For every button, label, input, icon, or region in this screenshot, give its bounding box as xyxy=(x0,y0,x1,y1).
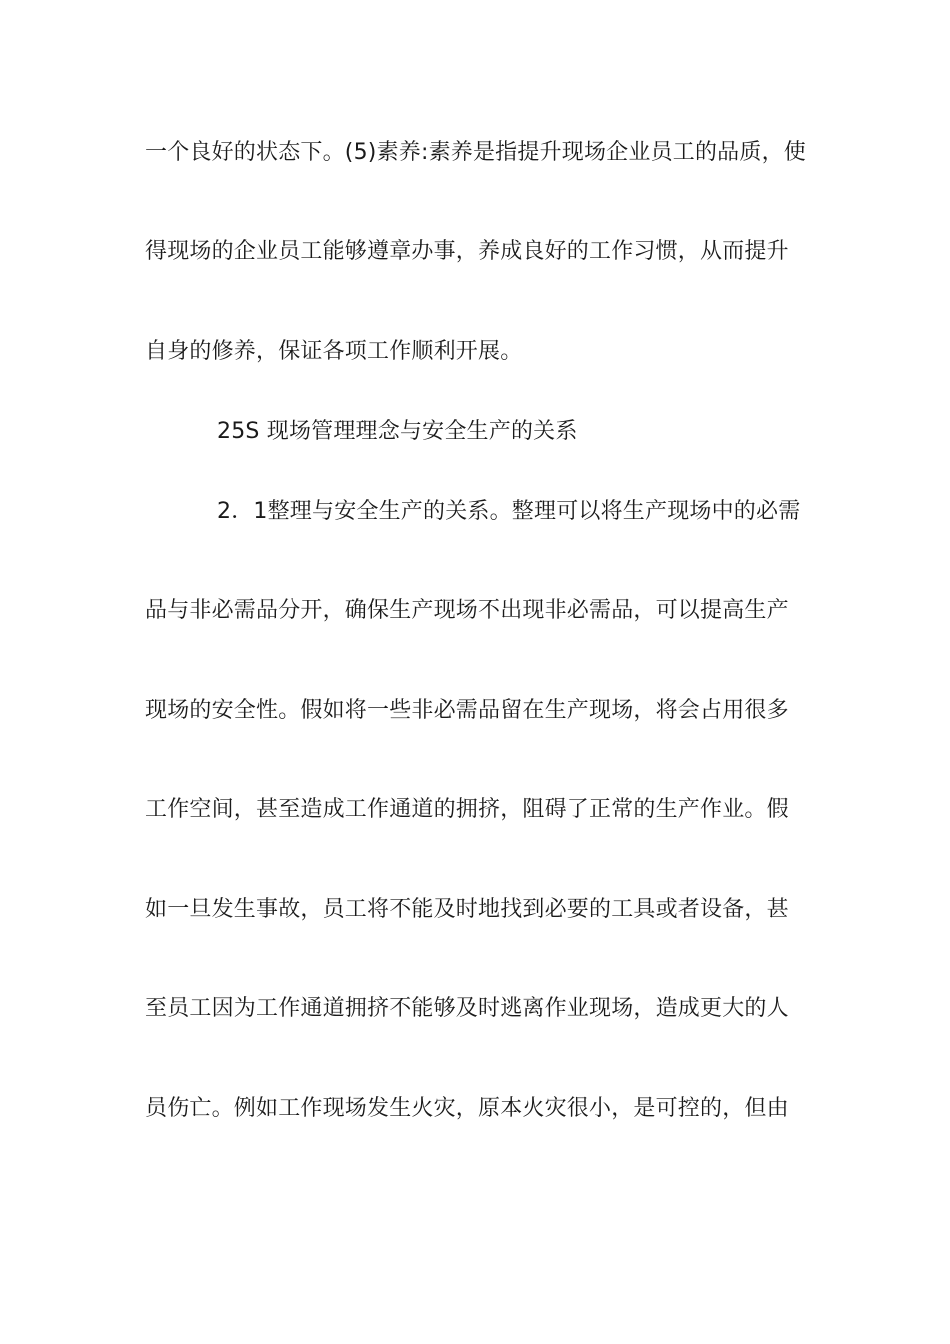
paragraph-line: 工作空间，甚至造成工作通道的拥挤，阻碍了正常的生产作业。假 xyxy=(145,797,789,822)
paragraph-line: 如一旦发生事故，员工将不能及时地找到必要的工具或者设备，甚 xyxy=(145,897,789,922)
paragraph-line: 至员工因为工作通道拥挤不能够及时逃离作业现场，造成更大的人 xyxy=(145,996,789,1021)
paragraph-line: 现场的安全性。假如将一些非必需品留在生产现场，将会占用很多 xyxy=(145,698,789,723)
paragraph-line: 一个良好的状态下。(5)素养:素养是指提升现场企业员工的品质，使 xyxy=(145,140,806,165)
paragraph-line: 员伤亡。例如工作现场发生火灾，原本火灾很小，是可控的，但由 xyxy=(145,1096,789,1121)
paragraph-line: 得现场的企业员工能够遵章办事，养成良好的工作习惯，从而提升 xyxy=(145,239,789,264)
paragraph-line: 2．1整理与安全生产的关系。整理可以将生产现场中的必需 xyxy=(217,499,801,524)
paragraph-line: 品与非必需品分开，确保生产现场不出现非必需品，可以提高生产 xyxy=(145,598,789,623)
section-heading: 25S 现场管理理念与安全生产的关系 xyxy=(217,419,578,444)
paragraph-line: 自身的修养，保证各项工作顺利开展。 xyxy=(145,339,523,364)
